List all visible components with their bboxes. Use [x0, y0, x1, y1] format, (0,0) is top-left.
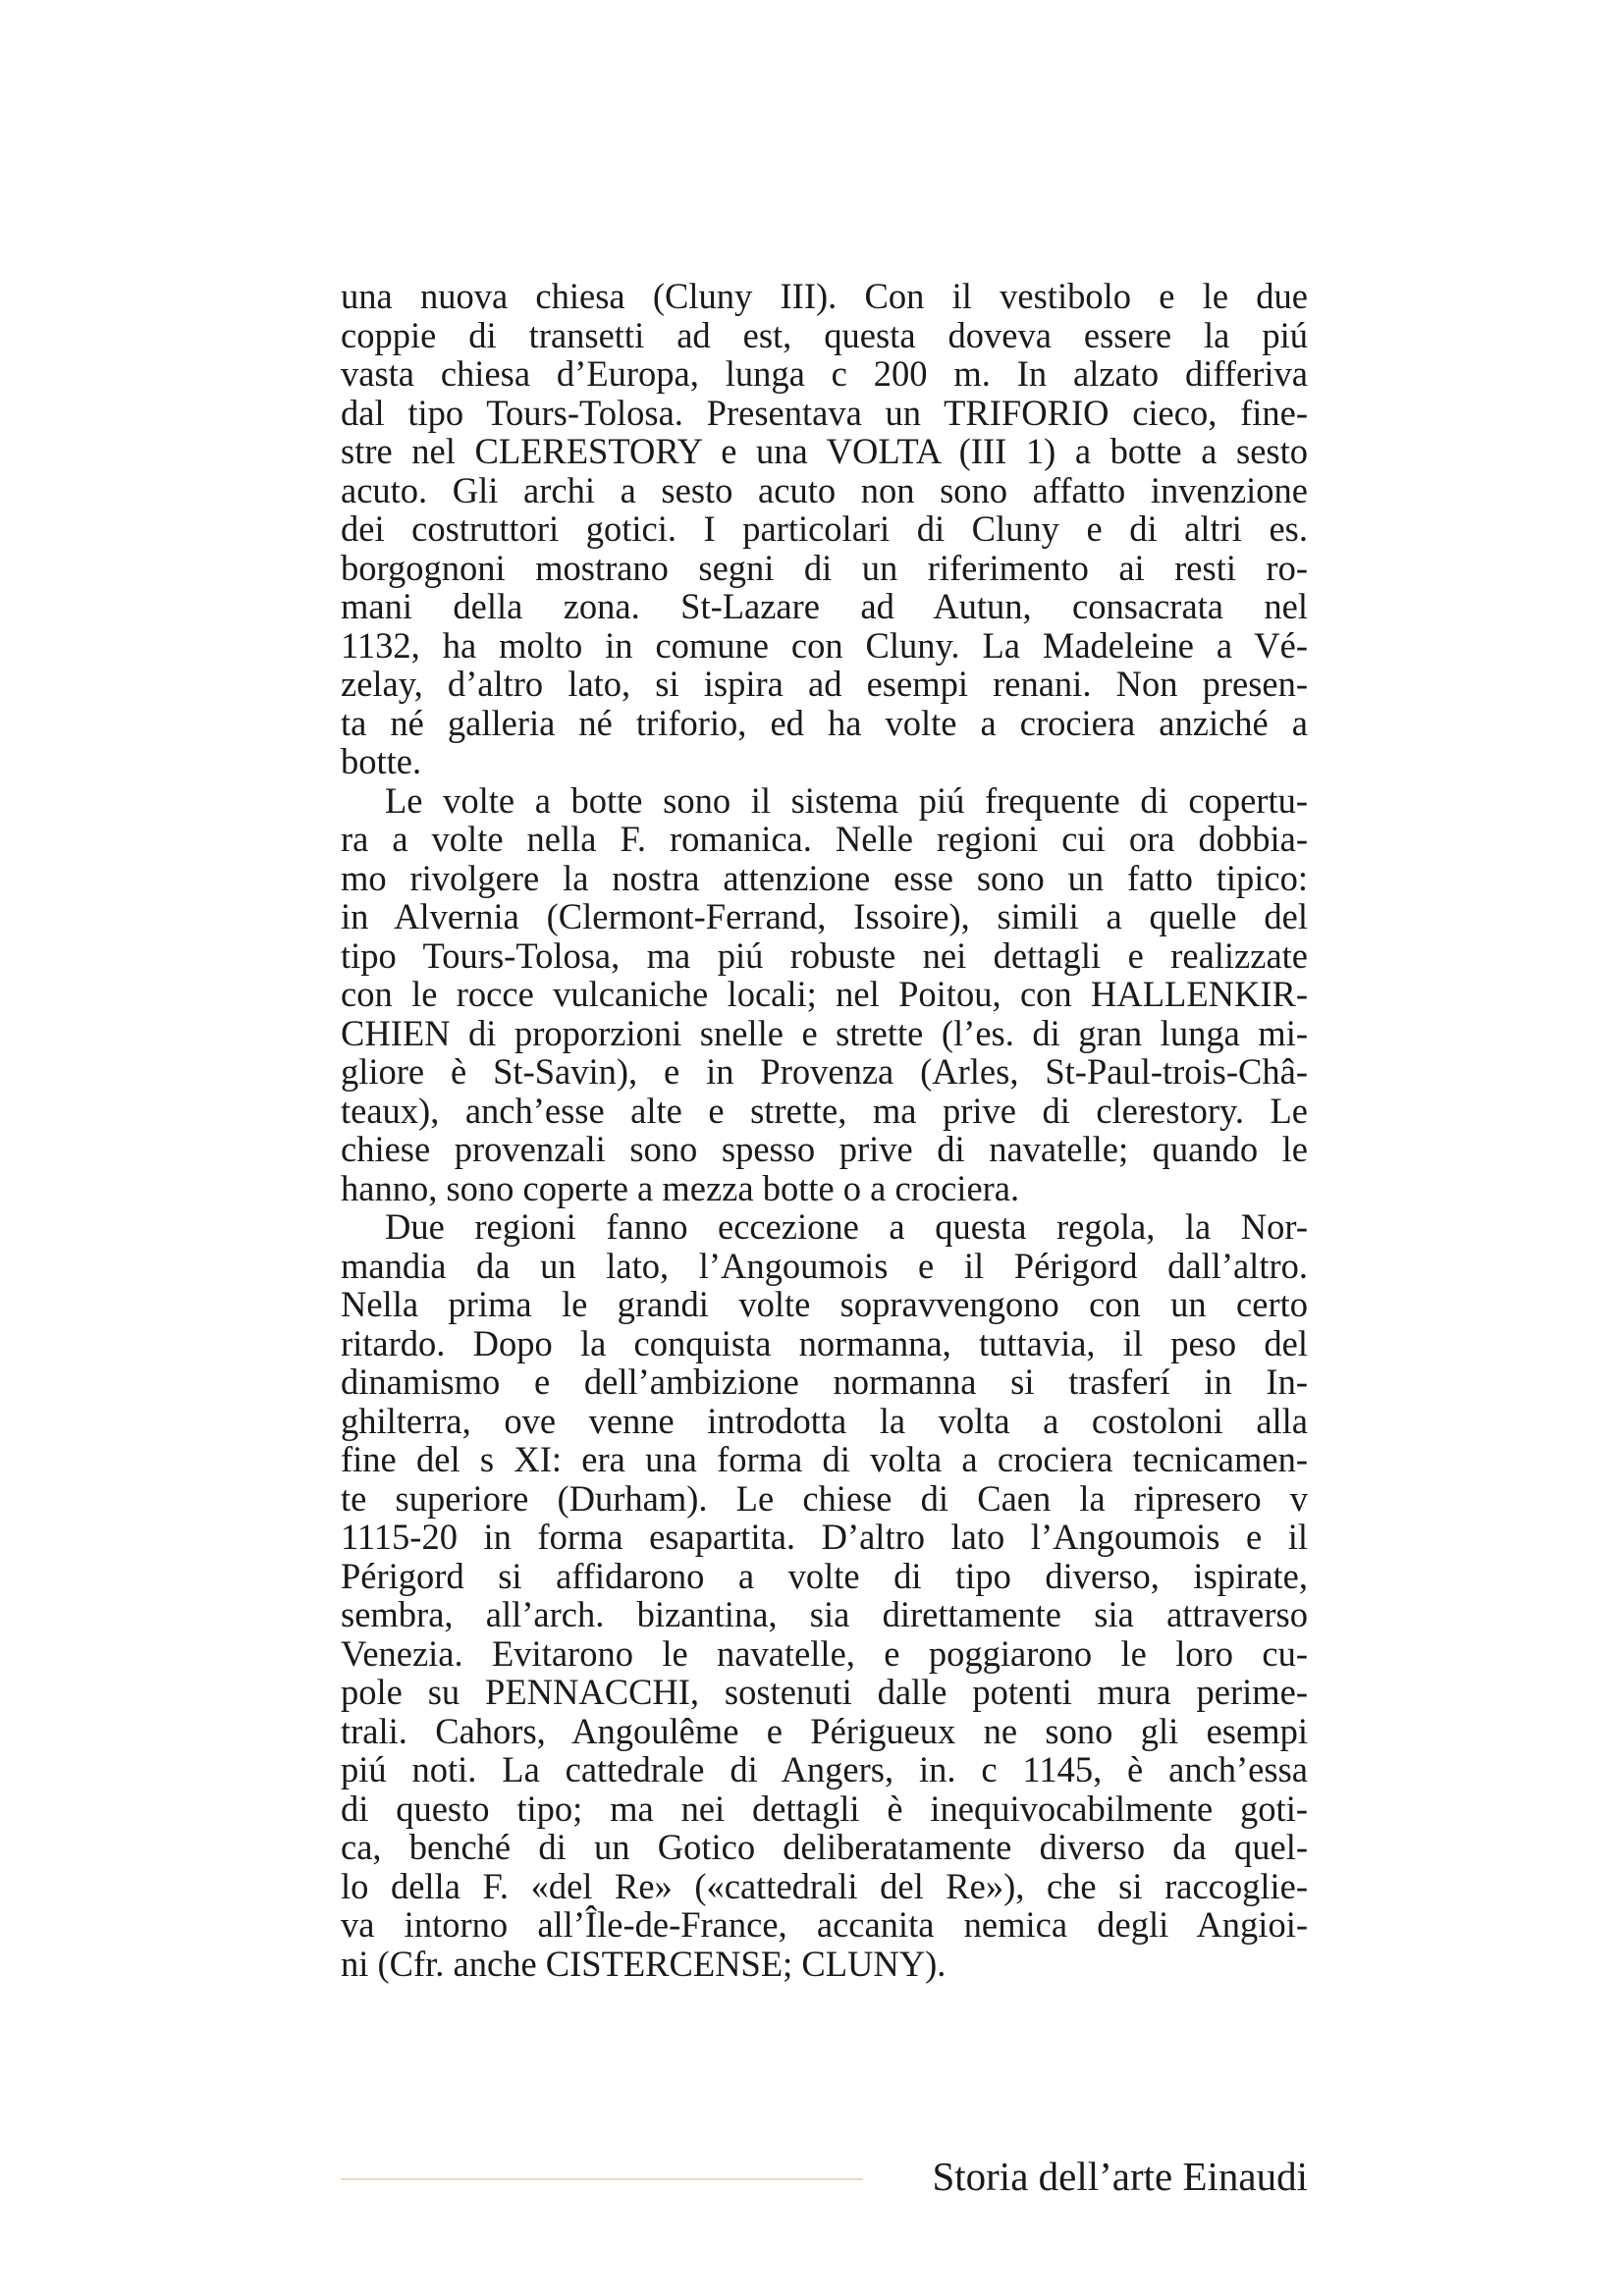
text-line: ca, benché di un Gotico deliberatamente diverso da quel- [341, 1827, 1308, 1867]
text-line: tipo Tours-Tolosa, ma piú robuste nei dettagli e realizzate [341, 934, 1308, 976]
text-line: Due regioni fanno eccezione a questa regola, la Nor- [385, 1206, 1308, 1247]
footer-publisher: Storia dell’arte Einaudi [932, 2154, 1308, 2199]
text-line: ritardo. Dopo la conquista normanna, tuttavia, il peso del [341, 1322, 1308, 1363]
text-line: 1115-20 in forma esapartita. D’altro lato l’Angoumois e il [341, 1517, 1308, 1557]
text-line: ghilterra, ove venne introdotta la volta a costoloni alla [341, 1400, 1308, 1441]
text-line: lo della F. «del Re» («cattedrali del Re»), che si raccoglie- [341, 1865, 1308, 1906]
text-line: fine del s XI: era una forma di volta a crociera tecnicamen- [341, 1439, 1308, 1479]
text-line: mo rivolgere la nostra attenzione esse sono un fatto tipico: [341, 857, 1308, 898]
body-text [341, 277, 1308, 1983]
text-line: chiese provenzali sono spesso prive di navatelle; quando le [341, 1129, 1308, 1169]
text-line: mandia da un lato, l’Angoumois e il Périgord dall’altro. [341, 1245, 1308, 1286]
footer-rule [341, 2178, 863, 2180]
text-line: dal tipo Tours-Tolosa. Presentava un TRIFORIO cieco, fine- [341, 392, 1308, 433]
text-line: ni (Cfr. anche CISTERCENSE; CLUNY). [341, 1943, 947, 1984]
text-line: Venezia. Evitarono le navatelle, e poggiarono le loro cu- [341, 1632, 1308, 1674]
text-line: hanno, sono coperte a mezza botte o a crociera. [341, 1167, 1020, 1208]
text-line: Périgord si affidarono a volte di tipo diverso, ispirate, [341, 1555, 1308, 1596]
text-line: teaux), anch’esse alte e strette, ma prive di clerestory. Le [341, 1090, 1308, 1131]
text-line: Le volte a botte sono il sistema piú frequente di copertu- [385, 779, 1308, 821]
text-line: Nella prima le grandi volte sopravvengono con un certo [341, 1284, 1308, 1324]
text-line: in Alvernia (Clermont-Ferrand, Issoire), simili a quelle del [341, 896, 1308, 936]
text-line: coppie di transetti ad est, questa doveva essere la piú [341, 314, 1308, 355]
text-line: 1132, ha molto in comune con Cluny. La Madeleine a Vé- [341, 624, 1308, 666]
text-line: va intorno all’Île-de-France, accanita nemica degli Angioi- [341, 1904, 1308, 1945]
text-line: ra a volte nella F. romanica. Nelle regioni cui ora dobbia- [341, 819, 1308, 859]
text-line: dinamismo e dell’ambizione normanna si trasferí in In- [341, 1362, 1308, 1402]
text-line: trali. Cahors, Angoulême e Périgueux ne sono gli esempi [341, 1710, 1308, 1751]
text-line: CHIEN di proporzioni snelle e strette (l’es. di gran lunga mi- [341, 1012, 1308, 1053]
text-line: vasta chiesa d’Europa, lunga c 200 m. In alzato differiva [341, 353, 1308, 394]
text-line: con le rocce vulcaniche locali; nel Poitou, con HALLENKIR- [341, 974, 1308, 1014]
text-line: di questo tipo; ma nei dettagli è inequivocabilmente goti- [341, 1788, 1308, 1829]
text-line: stre nel CLERESTORY e una VOLTA (III 1) a botte a sesto [341, 431, 1308, 471]
text-line: dei costruttori gotici. I particolari di Cluny e di altri es. [341, 508, 1308, 549]
text-line: te superiore (Durham). Le chiese di Caen la ripresero v [341, 1477, 1308, 1519]
text-line: piú noti. La cattedrale di Angers, in. c 1145, è anch’essa [341, 1749, 1308, 1789]
text-line: zelay, d’altro lato, si ispira ad esempi renani. Non presen- [341, 664, 1308, 704]
text-line: borgognoni mostrano segni di un riferimento ai resti ro- [341, 547, 1308, 588]
text-line: sembra, all’arch. bizantina, sia direttamente sia attraverso [341, 1594, 1308, 1634]
text-line: ta né galleria né triforio, ed ha volte a crociera anziché a [341, 702, 1308, 743]
text-line: mani della zona. St-Lazare ad Autun, consacrata nel [341, 586, 1308, 626]
text-line: una nuova chiesa (Cluny III). Con il vestibolo e le due [341, 276, 1308, 316]
text-line: acuto. Gli archi a sesto acuto non sono affatto invenzione [341, 469, 1308, 510]
text-line: botte. [341, 741, 422, 781]
text-line: gliore è St-Savin), e in Provenza (Arles, St-Paul-trois-Châ- [341, 1051, 1308, 1092]
text-line: pole su PENNACCHI, sostenuti dalle potenti mura perime- [341, 1672, 1308, 1712]
